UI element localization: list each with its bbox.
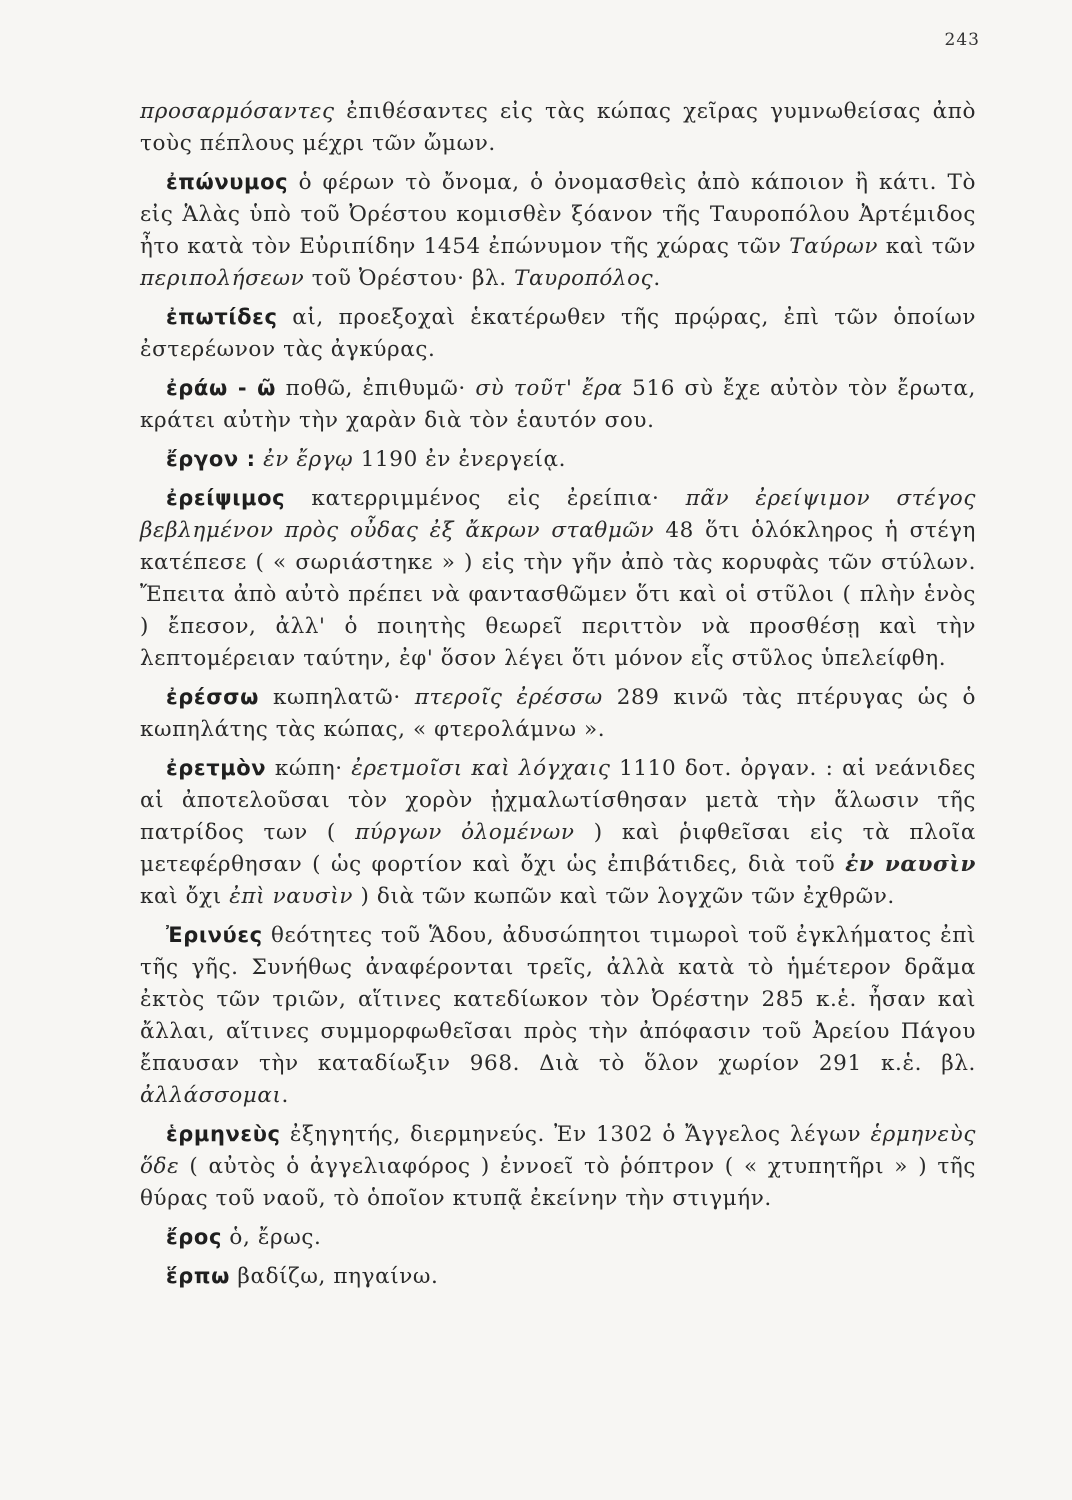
entry-headword: ἔργον : [166,447,256,471]
entry-headword: ἐράω - ῶ [166,376,277,400]
entry-headword: ἕρπω [166,1264,230,1288]
glossary-entry [140,301,976,366]
entry-text: ( αὐτὸς ὁ ἀγγελιαφόρος ) ἐννοεῖ τὸ ῥόπτρον ( « χτυπητῆρι » ) τῆς θύρας τοῦ ναοῦ, τὸ ὁποῖον κτυπᾷ ἐκείνην τὴν στιγμήν. [140,1154,976,1211]
entry-quote: πᾶν ἐρείψιμον στέγος βεβλημένον πρὸς οὖδας ἐξ ἄκρων σταθμῶν [140,486,976,543]
entry-quote: ἐπὶ ναυσὶν [229,884,354,909]
entry-headword: ἐπώνυμος [166,170,289,194]
glossary-entry [140,919,976,1112]
glossary-entry [140,681,976,746]
entry-text: τοῦ Ὀρέστου· βλ. [304,266,515,291]
entry-text [256,447,263,472]
entry-quote: σὺ τοῦτ' ἔρα [475,376,623,401]
page-number: 243 [944,30,980,50]
entry-text: κωπηλατῶ· [258,685,415,710]
entry-headword: ἐρετμὸν [166,756,267,780]
entry-text: . [281,1083,289,1108]
entry-text: 48 ὅτι ὁλόκληρος ἡ στέγη κατέπεσε ( « σωριάστηκε » ) εἰς τὴν γῆν ἀπὸ τὰς κορυφὰς τῶν στύλων. Ἔπειτα ἀπὸ αὐτὸ πρέπει νὰ φαντασθῶμεν ὅτι καὶ οἱ στῦλοι ( πλὴν ἑνὸς ) ἔπεσον, ἀλλ' ὁ ποιητὴς θεωρεῖ περιττὸν νὰ προσθέσῃ καὶ τὴν λεπτομέρειαν ταύτην, ἐφ' ὅσον λέγει ὅτι μόνον εἷς στῦλος ὑπελείφθη. [140,518,977,671]
entry-text: ἐξηγητής, διερμηνεύς. Ἐν 1302 ὁ Ἄγγελος λέγων [280,1122,871,1147]
entry-text: βαδίζω, πηγαίνω. [230,1264,439,1289]
entry-quote: προσαρμόσαντες [140,99,335,124]
entry-text: ) καὶ ῥιφθεῖσαι εἰς τὰ πλοῖα μετεφέρθησαν ( ὡς φορτίον καὶ ὄχι ὡς ἐπιβάτιδες, διὰ τοῦ [140,820,976,877]
entry-text: 1110 δοτ. ὀργαν. : αἱ νεάνιδες αἱ ἀποτελοῦσαι τὸν χορὸν ᾐχμαλωτίσθησαν μετὰ τὴν ἅλωσιν τῆς πατρίδος των ( [140,756,977,845]
glossary-entry [140,443,976,476]
entry-text: . [653,266,661,291]
entry-headword: ἐρείψιμος [166,486,286,510]
entry-text: καὶ τῶν [878,234,976,259]
entry-text: 1190 ἐν ἐνεργείᾳ. [353,447,567,472]
entry-text: ποθῶ, ἐπιθυμῶ· [276,376,476,401]
entry-headword: ἐπωτίδες [166,305,278,329]
entry-quote: ἑρμηνεὺς ὅδε [140,1122,976,1179]
glossary-entry [140,166,976,295]
entry-emphasis: ἐν ναυσὶν [845,852,976,877]
entry-quote: πύργων ὀλομένων [355,820,575,845]
glossary-entry [140,372,976,437]
entry-text: ) διὰ τῶν κωπῶν καὶ τῶν λογχῶν τῶν ἐχθρῶν. [353,884,895,909]
entry-headword: ἔρος [166,1225,222,1249]
glossary-entry [140,96,976,160]
entry-quote: Ταυροπόλος [514,266,654,291]
entry-text: κώπη· [266,756,352,781]
entry-text: ἐπιθέσαντες εἰς τὰς κώπας χεῖρας γυμνωθείσας ἀπὸ τοὺς πέπλους μέχρι τῶν ὤμων. [140,99,976,156]
entry-quote: Ταύρων [789,234,879,259]
entry-text: ὁ, ἔρως. [222,1225,322,1250]
glossary-entry [140,1221,976,1254]
glossary-entry [140,752,976,913]
entry-headword: ἐρέσσω [166,685,259,709]
entry-text: καὶ ὄχι [140,884,230,909]
entry-quote: ἀλλάσσομαι [140,1083,282,1108]
glossary-entry [140,482,976,675]
glossary-entry [140,1118,976,1215]
entry-text: αἱ, προεξοχαὶ ἑκατέρωθεν τῆς πρῴρας, ἐπὶ τῶν ὁποίων ἐστερέωνον τὰς ἀγκύρας. [140,305,976,362]
entry-text: 289 κινῶ τὰς πτέρυγας ὡς ὁ κωπηλάτης τὰς κώπας, « φτερολάμνω ». [140,685,977,742]
entry-headword: Ἐρινύες [166,923,263,947]
entry-quote: ἐρετμοῖσι καὶ λόγχαις [351,756,611,781]
entry-quote: πτεροῖς ἐρέσσω [414,685,603,710]
entry-text: ὁ φέρων τὸ ὄνομα, ὁ ὀνομασθεὶς ἀπὸ κάποιον ἢ κάτι. Τὸ εἰς Ἁλὰς ὑπὸ τοῦ Ὀρέστου κομισθὲν ξόανον τῆς Ταυροπόλου Ἀρτέμιδος ἦτο κατὰ τὸν Εὐριπίδην 1454 ἐπώνυμον τῆς χώρας τῶν [140,170,976,259]
entry-headword: ἑρμηνεὺς [166,1122,281,1146]
entry-text: 516 σὺ ἔχε αὐτὸν τὸν ἔρωτα, κράτει αὐτὴν τὴν χαρὰν διὰ τὸν ἑαυτόν σου. [140,376,976,433]
entry-text: κατερριμμένος εἰς ἐρείπια· [285,486,686,511]
glossary-entry [140,1260,976,1293]
entry-text: θεότητες τοῦ Ἅδου, ἀδυσώπητοι τιμωροὶ τοῦ ἐγκλήματος ἐπὶ τῆς γῆς. Συνήθως ἀναφέρονται τρεῖς, ἀλλὰ κατὰ τὸ ἡμέτερον δρᾶμα ἐκτὸς τῶν τριῶν, αἵτινες κατεδίωκον τὸν Ὀρέστην 285 κ.ἑ. ἦσαν καὶ ἄλλαι, αἵτινες συμμορφωθεῖσαι πρὸς τὴν ἀπόφασιν τοῦ Ἀρείου Πάγου ἔπαυσαν τὴν καταδίωξιν 968. Διὰ τὸ ὅλον χωρίον 291 κ.ἑ. βλ. [140,923,976,1076]
glossary-body [140,96,976,1299]
entry-quote: ἐν ἔργῳ [263,447,354,472]
entry-quote: περιπολήσεων [140,266,305,291]
